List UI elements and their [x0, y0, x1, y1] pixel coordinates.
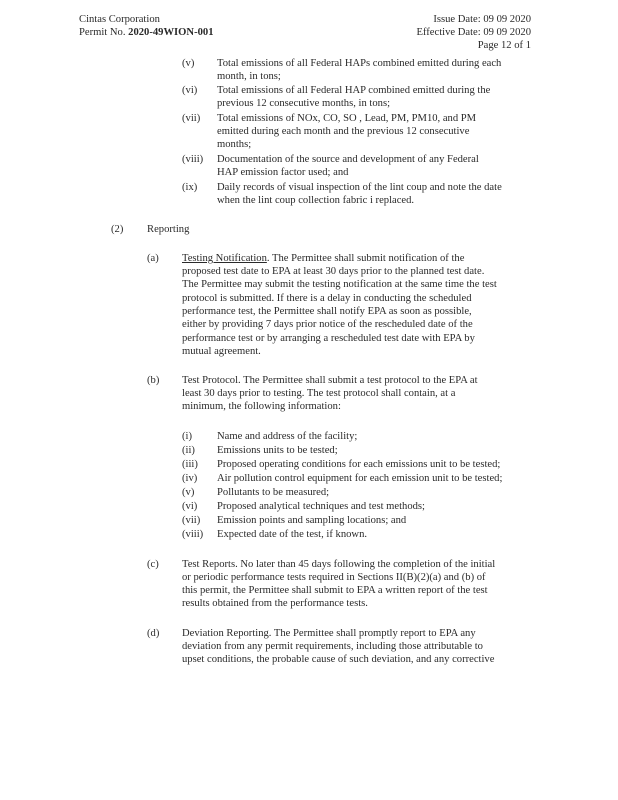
paragraph-line: upset conditions, the probable cause of such deviation, and any corrective: [182, 654, 495, 665]
section-number: (2): [111, 224, 124, 235]
list-item-text: previous 12 consecutive months, in tons;: [217, 98, 391, 109]
subsection-number: (b): [147, 375, 160, 386]
list-item-text: Total emissions of all Federal HAP combined emitted during the: [217, 85, 491, 96]
paragraph-line: or periodic performance tests required in Sections II(B)(2)(a) and (b) of: [182, 572, 486, 583]
paragraph-line: performance test or by arranging a rescheduled test date with EPA by: [182, 333, 475, 344]
list-item-text: month, in tons;: [217, 71, 281, 82]
subsection-text: . No later than 45 days following the completion of the initial: [235, 559, 496, 570]
list-item-number: (vi): [182, 85, 198, 96]
list-item-text: when the lint coup collection fabric i replaced.: [217, 195, 415, 206]
list-item-number: (ii): [182, 445, 195, 456]
subsection-number: (a): [147, 253, 159, 264]
subsection-text: . The Permittee shall submit notification of the: [266, 253, 465, 264]
effective-date: Effective Date: 09 09 2020: [416, 27, 531, 38]
permit-number: [79, 26, 214, 39]
list-item-text: Proposed analytical techniques and test methods;: [217, 501, 426, 512]
list-item-text: emitted during each month and the previous 12 consecutive: [217, 126, 470, 137]
paragraph-line: mutual agreement.: [182, 346, 261, 357]
subsection-first-line: [182, 252, 464, 265]
paragraph-line: this permit, the Permittee shall submit to EPA a written report of the test: [182, 585, 488, 596]
list-item-text: Documentation of the source and development of any Federal: [217, 154, 479, 165]
list-item-text: Daily records of visual inspection of the lint coup and note the date: [217, 182, 502, 193]
list-item-number: (viii): [182, 154, 204, 165]
subsection-number: (c): [147, 559, 159, 570]
subsection-heading: Test Protocol: [182, 375, 239, 386]
subsection-heading: Testing Notification: [182, 253, 267, 264]
subsection-heading: Deviation Reporting: [182, 628, 269, 639]
subsection-text: . The Permittee shall promptly report to EPA any: [268, 628, 476, 639]
list-item-text: Air pollution control equipment for each emission unit to be tested;: [217, 473, 503, 484]
paragraph-line: least 30 days prior to testing. The test protocol shall contain, at a: [182, 388, 456, 399]
list-item-text: HAP emission factor used; and: [217, 167, 349, 178]
list-item-text: months;: [217, 139, 252, 150]
list-item-number: (v): [182, 487, 195, 498]
list-item-text: Pollutants to be measured;: [217, 487, 330, 498]
permit-label: Permit No.: [79, 27, 126, 38]
list-item-text: Name and address of the facility;: [217, 431, 358, 442]
paragraph-line: protocol is submitted. If there is a delay in conducting the scheduled: [182, 293, 472, 304]
permit-value: 2020-49WION-001: [128, 27, 214, 38]
list-item-number: (vii): [182, 113, 201, 124]
list-item-text: Emissions units to be tested;: [217, 445, 338, 456]
list-item-number: (i): [182, 431, 192, 442]
paragraph-line: deviation from any permit requirements, including those attributable to: [182, 641, 483, 652]
paragraph-line: either by providing 7 days prior notice of the rescheduled date of the: [182, 319, 473, 330]
subsection-first-line: [182, 558, 495, 571]
page-number: Page 12 of 1: [477, 40, 531, 51]
list-item-text: Proposed operating conditions for each emissions unit to be tested;: [217, 459, 501, 470]
list-item-number: (viii): [182, 529, 204, 540]
company-name: Cintas Corporation: [79, 14, 160, 25]
list-item-number: (vi): [182, 501, 198, 512]
subsection-first-line: [182, 627, 476, 640]
list-item-number: (iv): [182, 473, 198, 484]
paragraph-line: performance test, the Permittee shall notify EPA as soon as possible,: [182, 306, 472, 317]
paragraph-line: results obtained from the performance tests.: [182, 598, 368, 609]
list-item-text: Emission points and sampling locations; and: [217, 515, 407, 526]
issue-date: Issue Date: 09 09 2020: [433, 14, 531, 25]
paragraph-line: proposed test date to EPA at least 30 days prior to the planned test date.: [182, 266, 485, 277]
list-item-number: (vii): [182, 515, 201, 526]
list-item-number: (ix): [182, 182, 198, 193]
list-item-number: (iii): [182, 459, 198, 470]
list-item-text: Expected date of the test, if known.: [217, 529, 368, 540]
paragraph-line: minimum, the following information:: [182, 401, 341, 412]
subsection-heading: Test Reports: [182, 559, 236, 570]
list-item-text: Total emissions of NOx, CO, SO , Lead, PM, PM10, and PM: [217, 113, 477, 124]
subsection-text: . The Permittee shall submit a test protocol to the EPA at: [238, 375, 478, 386]
subsection-number: (d): [147, 628, 160, 639]
section-title: Reporting: [147, 224, 190, 235]
list-item-number: (v): [182, 58, 195, 69]
subsection-first-line: [182, 374, 478, 387]
paragraph-line: The Permittee may submit the testing notification at the same time the test: [182, 279, 497, 290]
list-item-text: Total emissions of all Federal HAPs combined emitted during each: [217, 58, 502, 69]
